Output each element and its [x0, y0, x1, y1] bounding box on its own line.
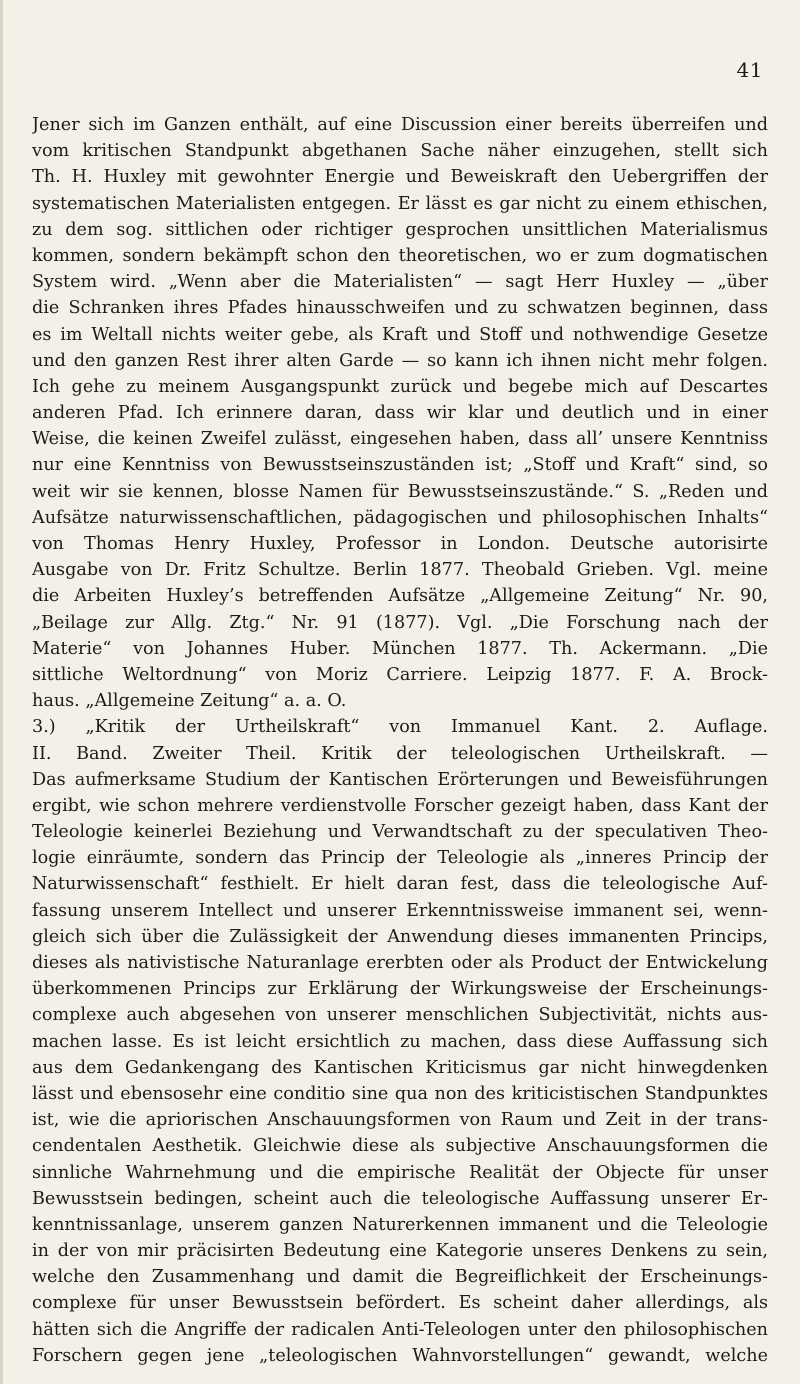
text-line: und den ganzen Rest ihrer alten Garde — so kann ich ihnen nicht mehr folgen.: [32, 350, 768, 371]
text-line: nur eine Kenntniss von Bewusstseinszuständen ist; „Stoff und Kraft“ sind, so: [32, 455, 768, 476]
text-line: überkommenen Princips zur Erklärung der Wirkungsweise der Erscheinungs-: [32, 979, 768, 1000]
text-line: sinnliche Wahrnehmung und die empirische Realität der Objecte für unser: [32, 1162, 768, 1183]
text-line: complexe für unser Bewusstsein befördert. Es scheint daher allerdings, als: [32, 1293, 768, 1314]
text-line: dieses als nativistische Naturanlage ererbten oder als Product der Entwickelung: [32, 953, 768, 973]
text-line: ergibt, wie schon mehrere verdienstvolle Forscher gezeigt haben, dass Kant der: [32, 795, 768, 816]
text-line: aus dem Gedankengang des Kantischen Kriticismus gar nicht hinwegdenken: [32, 1057, 768, 1078]
text-line: Forschern gegen jene „teleologischen Wahnvorstellungen“ gewandt, welche: [32, 1345, 768, 1366]
text-line: die Arbeiten Huxley’s betreffenden Aufsätze „Allgemeine Zeitung“ Nr. 90,: [32, 586, 768, 607]
text-line: Bewusstsein bedingen, scheint auch die teleologische Auffassung unserer Er-: [32, 1188, 768, 1209]
text-line: anderen Pfad. Ich erinnere daran, dass wir klar und deutlich und in einer: [32, 403, 768, 424]
text-line: kommen, sondern bekämpft schon den theoretischen, wo er zum dogmatischen: [32, 245, 768, 266]
text-line: gleich sich über die Zulässigkeit der Anwendung dieses immanenten Princips,: [32, 926, 768, 947]
text-line: haus. „Allgemeine Zeitung“ a. a. O.: [32, 691, 347, 712]
text-line: complexe auch abgesehen von unserer menschlichen Subjectivität, nichts aus-: [32, 1005, 768, 1026]
text-line: Naturwissenschaft“ festhielt. Er hielt daran fest, dass die teleologische Auf-: [32, 874, 768, 895]
text-line: sittliche Weltordnung“ von Moriz Carriere. Leipzig 1877. F. A. Brock-: [32, 664, 768, 685]
text-line: Th. H. Huxley mit gewohnter Energie und Beweiskraft den Uebergriffen der: [32, 167, 768, 188]
text-line: machen lasse. Es ist leicht ersichtlich zu machen, dass diese Auffassung sich: [32, 1031, 768, 1052]
text-line: von Thomas Henry Huxley, Professor in London. Deutsche autorisirte: [32, 534, 768, 554]
body-text: [32, 112, 768, 1369]
text-line: hätten sich die Angriffe der radicalen Anti-Teleologen unter den philosophischen: [32, 1319, 768, 1340]
text-line: fassung unserem Intellect und unserer Erkenntnissweise immanent sei, wenn-: [32, 900, 768, 921]
text-line: in der von mir präcisirten Bedeutung eine Kategorie unseres Denkens zu sein,: [32, 1241, 768, 1262]
text-line: welche den Zusammenhang und damit die Begreiflichkeit der Erscheinungs-: [32, 1267, 768, 1288]
page-edge-shadow: [0, 0, 3, 1384]
text-line: Jener sich im Ganzen enthält, auf eine Discussion einer bereits überreifen und: [32, 115, 768, 135]
text-line: zu dem sog. sittlichen oder richtiger gesprochen unsittlichen Materialismus: [32, 219, 768, 240]
text-line: es im Weltall nichts weiter gebe, als Kraft und Stoff und nothwendige Gesetze: [32, 324, 768, 345]
text-line: Ich gehe zu meinem Ausgangspunkt zurück und begebe mich auf Descartes: [32, 376, 768, 397]
text-line: ist, wie die apriorischen Anschauungsformen von Raum und Zeit in der trans-: [32, 1110, 768, 1131]
text-line: 3.) „Kritik der Urtheilskraft“ von Immanuel Kant. 2. Auflage.: [32, 717, 768, 738]
text-line: System wird. „Wenn aber die Materialisten“ — sagt Herr Huxley — „über: [32, 272, 768, 293]
text-line: Teleologie keinerlei Beziehung und Verwandtschaft zu der speculativen Theo-: [32, 822, 768, 843]
text-line: vom kritischen Standpunkt abgethanen Sache näher einzugehen, stellt sich: [32, 141, 768, 162]
text-line: die Schranken ihres Pfades hinausschweifen und zu schwatzen beginnen, dass: [32, 298, 768, 319]
text-line: systematischen Materialisten entgegen. Er lässt es gar nicht zu einem ethischen,: [32, 193, 768, 214]
text-line: kenntnissanlage, unserem ganzen Naturerkennen immanent und die Teleologie: [32, 1214, 768, 1235]
text-line: cendentalen Aesthetik. Gleichwie diese als subjective Anschauungsformen die: [32, 1136, 768, 1157]
text-line: weit wir sie kennen, blosse Namen für Bewusstseinszustände.“ S. „Reden und: [32, 481, 768, 502]
text-line: „Beilage zur Allg. Ztg.“ Nr. 91 (1877). Vgl. „Die Forschung nach der: [32, 612, 768, 633]
page-number: 41: [736, 58, 763, 82]
text-line: Das aufmerksame Studium der Kantischen Erörterungen und Beweisführungen: [32, 769, 768, 790]
text-line: Materie“ von Johannes Huber. München 1877. Th. Ackermann. „Die: [32, 638, 768, 659]
text-line: lässt und ebensosehr eine conditio sine qua non des kriticistischen Standpunktes: [32, 1083, 768, 1104]
text-line: Weise, die keinen Zweifel zulässt, eingesehen haben, dass all’ unsere Kenntniss: [32, 429, 768, 450]
text-line: Aufsätze naturwissenschaftlichen, pädagogischen und philosophischen Inhalts“: [32, 507, 768, 528]
text-line: II. Band. Zweiter Theil. Kritik der teleologischen Urtheilskraft. —: [32, 743, 768, 764]
text-line: Ausgabe von Dr. Fritz Schultze. Berlin 1877. Theobald Grieben. Vgl. meine: [32, 560, 768, 581]
text-line: logie einräumte, sondern das Princip der Teleologie als „inneres Princip der: [32, 848, 768, 869]
